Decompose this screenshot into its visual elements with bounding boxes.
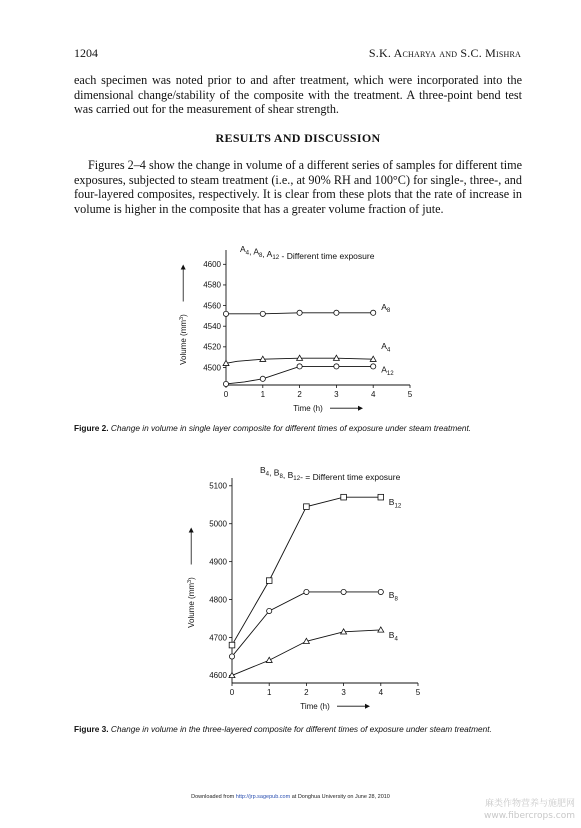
figure-2-series (223, 310, 376, 386)
figure-2-axes (179, 250, 413, 413)
watermark-line-2: www.fibercrops.com (484, 811, 575, 821)
data-point-b8 (229, 654, 234, 659)
figure-3-caption-label: Figure 3. (74, 724, 109, 734)
y-tick-label: 4700 (209, 633, 227, 643)
data-point-b12 (378, 494, 384, 500)
data-point-b4 (266, 657, 272, 662)
series-label-a4: $A_4$ (381, 341, 391, 354)
x-tick-label: 4 (378, 688, 384, 697)
data-point-b8 (304, 589, 309, 594)
x-tick-label: 3 (341, 688, 346, 697)
figure-3-labels (260, 465, 402, 642)
data-point-a12 (223, 381, 228, 386)
data-point-a8 (371, 310, 376, 315)
x-tick-label: 5 (407, 390, 413, 399)
data-point-b4 (378, 627, 384, 632)
x-tick-label: 5 (415, 688, 421, 697)
figure-3-series (229, 494, 384, 677)
watermark-line-1: 麻类作物营养与施肥网 (484, 799, 575, 809)
x-tick-label: 1 (266, 688, 272, 697)
figure-2-chart (170, 236, 430, 421)
y-tick-label: 4520 (203, 342, 221, 352)
y-tick-label: 4600 (209, 671, 227, 681)
figure-3-chart (178, 458, 438, 720)
watermark (484, 798, 575, 822)
y-tick-label: 4580 (203, 280, 221, 290)
footer-link[interactable]: http://jrp.sagepub.com (235, 794, 291, 800)
figure-3-caption-text: Change in volume in the three-layered composite for different times of exposure under steam treatment. (110, 724, 492, 734)
x-tick-label: 2 (297, 390, 302, 399)
data-point-b12 (304, 504, 310, 510)
series-line-b4 (232, 630, 381, 676)
y-tick-label: 4900 (209, 557, 227, 567)
y-tick-label: 4600 (203, 260, 221, 270)
x-tick-label: 1 (260, 390, 266, 399)
data-point-b8 (341, 589, 346, 594)
x-tick-label: 0 (223, 390, 229, 399)
y-axis-arrow-head (181, 265, 186, 270)
y-axis-label: Volume $(mm^3)$ (179, 314, 188, 365)
data-point-a8 (334, 310, 339, 315)
figure-2-caption (74, 423, 524, 434)
legend-title: $A_4$, $A_8$, $A_{12}$ - Different time exposure (240, 244, 375, 262)
data-point-b12 (341, 494, 347, 500)
series-label-b8: $B_8$ (388, 589, 398, 603)
data-point-a8 (223, 311, 228, 316)
x-axis-label: Time (h) (293, 404, 323, 413)
section-heading: RESULTS AND DISCUSSION (215, 131, 381, 145)
y-axis-label: Volume $(mm^3)$ (187, 577, 196, 628)
data-point-a12 (297, 364, 302, 369)
intro-paragraph: each specimen was noted prior to and after treatment, which were incorporated into the dimensional change/stability of the composite with the treatment. A three-point bend test was carried out for the measurement of shear strength. (74, 73, 522, 117)
results-paragraph: Figures 2–4 show the change in volume of a different series of samples for different time exposures, subjected to steam treatment (i.e., at 90% RH and 100°C) for single-, three-, and four-layered composites, respectively. It is clear from these plots that the rate of increase in volume is higher in the composite that has a greater volume fraction of jute. (74, 158, 522, 216)
y-tick-label: 4800 (209, 595, 227, 605)
series-line-b12 (232, 497, 381, 645)
figure-2-caption-text: Change in volume in single layer composite for different times of exposure under steam treatment. (110, 423, 472, 433)
y-tick-label: 4500 (203, 363, 221, 373)
x-tick-label: 2 (304, 688, 309, 697)
y-tick-label: 5000 (209, 519, 227, 529)
figure-2-caption-label: Figure 2. (74, 423, 109, 433)
footer-prefix: Downloaded from (191, 794, 236, 800)
page-number: 1204 (74, 46, 98, 60)
series-label-a8: $A_8$ (381, 301, 391, 315)
y-axis-arrow-head (189, 528, 194, 533)
figure-3-caption (74, 724, 524, 735)
y-tick-label: 4540 (203, 322, 221, 332)
legend-title: $B_4$, $B_8$, $B_{12}-$ = Different time exposure (260, 465, 401, 483)
series-label-b12: $B_{12}$ (388, 497, 402, 510)
x-tick-label: 0 (229, 688, 235, 697)
data-point-a12 (260, 376, 265, 381)
data-point-b12 (266, 578, 272, 584)
data-point-a12 (371, 364, 376, 369)
figure-3-axes (187, 478, 421, 711)
running-header-authors: S.K. Acharya and S.C. Mishra (368, 46, 521, 60)
series-line-b8 (232, 592, 381, 656)
data-point-a8 (297, 310, 302, 315)
series-label-b4: $B_4$ (388, 629, 398, 643)
x-tick-label: 4 (370, 390, 376, 399)
data-point-b8 (267, 608, 272, 613)
y-tick-label: 4560 (203, 301, 221, 311)
data-point-b8 (378, 589, 383, 594)
x-axis-arrow-head (358, 406, 363, 411)
x-axis-arrow-head (365, 704, 370, 709)
data-point-b12 (229, 642, 235, 648)
data-point-a12 (334, 364, 339, 369)
x-axis-label: Time (h) (300, 702, 330, 711)
footer-suffix: at Donghua University on June 28, 2010 (290, 794, 390, 800)
x-tick-label: 3 (334, 390, 339, 399)
data-point-a8 (260, 311, 265, 316)
y-tick-label: 5100 (209, 481, 227, 491)
series-label-a12: $A_{12}$ (381, 364, 394, 377)
